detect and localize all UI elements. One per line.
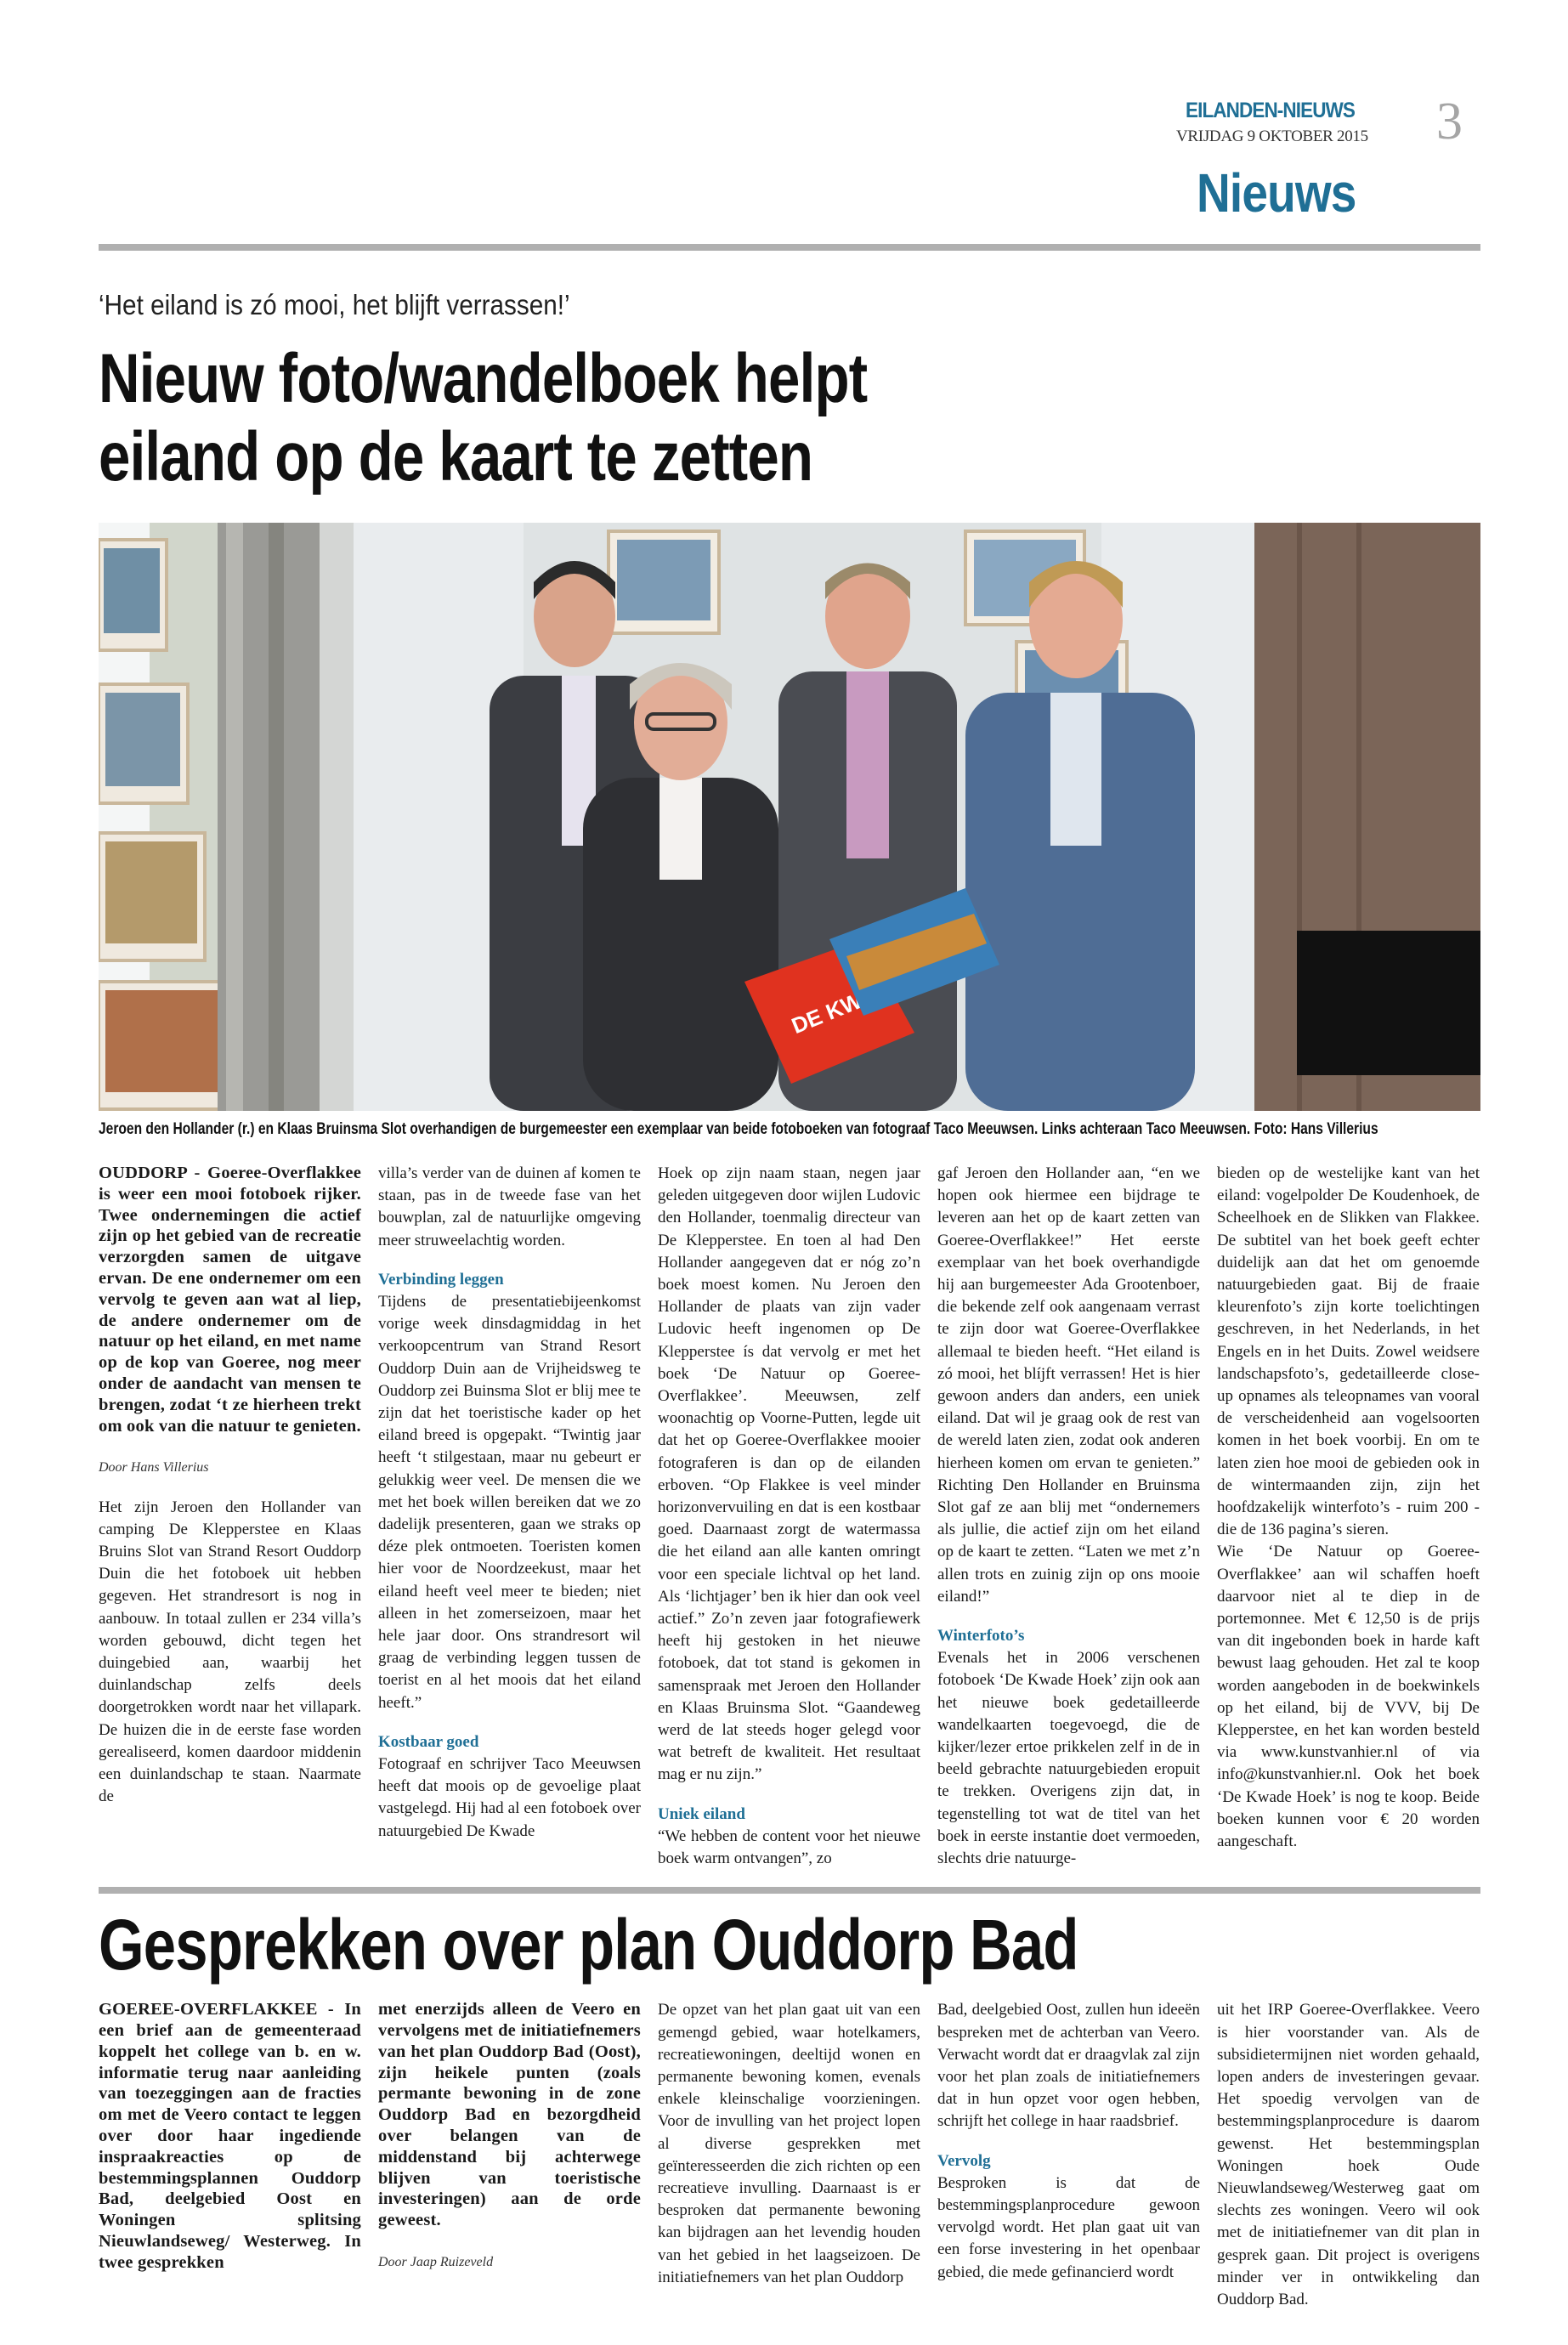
article-flow — [99, 1163, 1480, 2345]
article-paragraph: Bad, deelgebied Oost, zullen hun ideeën bespreken met de achterban van Veero. Verwacht wordt dat er draagvlak zal zijn voor het plan zoals de initiatiefnemers dat in hun opzet voor ogen hebben, schrijft het college in haar raadsbrief. — [937, 2001, 1200, 2131]
section-divider — [99, 244, 1480, 251]
article-paragraph: villa’s verder van de duinen af komen te staan, pas in de tweede fase van het bouwplan, zal de natuurlijke omgeving meer struweelachtig worden. — [378, 1164, 641, 1249]
subheading: Winterfoto’s — [937, 1627, 1025, 1645]
article-byline: Door Jaap Ruizeveld — [378, 2255, 494, 2270]
article-byline: Door Hans Villerius — [99, 1460, 209, 1476]
article-lead: GOEREE-OVERFLAKKEE - In een brief aan de gemeenteraad koppelt het college van b. en w. informatie terug naar aanleiding van toezeggingen aan de fracties om met de Veero contact te leggen over door haar ingediende inspraakreacties op de bestemmingsplannen Ouddorp Bad, deelgebied Oost en Woningen splitsing Nieuwlandseweg/ Westerweg. In twee gesprekken — [99, 2000, 361, 2272]
article-column — [99, 1163, 361, 1808]
article-column — [937, 1999, 1200, 2283]
article-lead: met enerzijds alleen de Veero en vervolgens met de initiatiefnemers van het plan Ouddorp Bad (Oost), zijn heikele punten (zoals permante bewoning in de zone Ouddorp Bad en bezorgdheid over belangen van de middenstand bij achterwege blijven van toeristische investeringen) aan de orde geweest. — [378, 2000, 641, 2230]
article-column — [658, 1999, 920, 2289]
page-number: 3 — [1436, 93, 1463, 150]
headline-line: Nieuw foto/wandelboek helpt — [99, 340, 868, 417]
book-title: DE — [788, 1003, 826, 1039]
article-column — [937, 1163, 1200, 1870]
article2-columns — [99, 1999, 1480, 2311]
section-title: Nieuws — [1197, 162, 1356, 224]
article-column — [1217, 1999, 1480, 2311]
article-photo — [99, 523, 1480, 1111]
article-paragraph: Wie ‘De Natuur op Goeree-Overflakkee’ aan wil schaffen hoeft daarvoor niet al te diep in de portemonnee. Met € 12,50 is de prijs van dit ingebonden boek in harde kaft bewust laag gehouden. Het zal te koop worden aangeboden in de boekwinkels op het eiland, bij de VVV, bij De Klepperstee, en het kan worden besteld via www.kunstvanhier.nl of via info@kunstvanhier.nl. Ook het boek ‘De Kwade Hoek’ is nog te koop. Beide boeken kunnen voor € 20 worden aangeschaft. — [1217, 1543, 1480, 1851]
article-paragraph: Besproken is dat de bestemmingsplanprocedure gewoon vervolgd wordt. Het plan gaat uit van een forse investering in het openbaar gebied, die mede gefinancierd wordt — [937, 2173, 1200, 2281]
article-paragraph: De opzet van het plan gaat uit van een gemengd gebied, waar hotelkamers, recreatiewoningen, deeltijd wonen en permanente bewoning komen, evenals enkele kleinschalige voorzieningen. Voor de invulling van het project lopen al diverse gesprekken met geïnteresseerden die zich richten op een recreatieve invulling. Daarnaast is er besproken dat permanente bewoning kan bijdragen aan het levendig houden van het gebied in het laagseizoen. De initiatiefnemers van het plan Ouddorp — [658, 2001, 920, 2286]
article-column — [1217, 1163, 1480, 1853]
subheading: Verbinding leggen — [378, 1270, 504, 1289]
article1-columns — [99, 1163, 1480, 1870]
article-paragraph: Tijdens de presentatiebijeenkomst vorige week dinsdagmiddag in het verkoopcentrum van Strand Resort Ouddorp Duin aan de Vrijheidsweg te Ouddorp zei Buinsma Slot er blij mee te zijn dat het toeristische kader op het eiland breed is opgepakt. “Twintig jaar heeft ‘t stilgestaan, maar nu gebeurt er gelukkig weer veel. De mensen die we met het boek willen bereiken dat we zo dadelijk presenteren, gaan we straks op déze plek ontmoeten. Toeristen komen hier voor de Noordzeekust, maar het eiland heeft veel meer te bieden; niet alleen in het zomerseizoen, maar het hele jaar door. Ons strandresort wil graag de verbinding leggen tussen de toerist en al het moois dat het eiland heeft.” — [378, 1293, 641, 1712]
article-headline — [99, 340, 867, 496]
subheading: Vervolg — [937, 2151, 991, 2170]
photo-caption: Jeroen den Hollander (r.) en Klaas Bruinsma Slot overhandigen de burgemeester een exemplaar van beide fotoboeken van fotograaf Taco Meeuwsen. Links achteraan Taco Meeuwsen. Foto: Hans Villerius — [99, 1120, 1378, 1138]
issue-date: VRIJDAG 9 OKTOBER 2015 — [1176, 127, 1368, 145]
article-paragraph: uit het IRP Goeree-Overflakkee. Veero is hier voorstander van. Als de subsidietermijnen niet worden gehaald, lopen anders de investeringen gevaar. Het spoedig vervolgen van de bestemmingsplanprocedure is daarom gewenst. Het bestemmingsplan Woningen hoek Oude Nieuwlandseweg/Westerweg gaat om slechts zes woningen. Veero wil ook met de initiatiefnemer van dit plan in gesprek gaan. Dit project is overigens minder ver in ontwikkeling dan Ouddorp Bad. — [1217, 2001, 1480, 2308]
article-kicker: ‘Het eiland is zó mooi, het blijft verrassen!’ — [99, 289, 570, 320]
article-paragraph: Evenals het in 2006 verschenen fotoboek ‘De Kwade Hoek’ zijn ook aan het nieuwe boek gedetailleerde wandelkaarten toegevoegd, die de kijker/lezer ertoe prikkelen zelf in de in beeld gebrachte natuurgebieden eropuit te trekken. Overigens zijn dat, in tegenstelling tot wat de titel van het boek in eerste instantie doet vermoeden, slechts drie natuurge- — [937, 1649, 1200, 1868]
headline-line: eiland op de kaart te zetten — [99, 418, 813, 496]
article-divider — [99, 1887, 1480, 1894]
article-paragraph: “We hebben de content voor het nieuwe boek warm ontvangen”, zo — [658, 1827, 920, 1868]
article-column — [378, 1999, 641, 2291]
subheading: Uniek eiland — [658, 1804, 745, 1823]
newspaper-logo: EILANDEN-NIEUWS — [1186, 99, 1355, 122]
article-paragraph: Het zijn Jeroen den Hollander van camping De Klepperstee en Klaas Bruins Slot van Strand Resort Ouddorp Duin die het fotoboek uit hebben gegeven. Het strandresort is nog in aanbouw. In totaal zullen er 234 villa’s worden gebouwd, dicht tegen het duingebied aan, waarbij het duinlandschap zelfs deels doorgetrokken wordt naar het villapark. De huizen die in de eerste fase worden gerealiseerd, komen daardoor middenin een duinlandschap te staan. Naarmate de — [99, 1498, 361, 1806]
article-column — [658, 1163, 920, 1870]
article-paragraph: gaf Jeroen den Hollander aan, “en we hopen ook hiermee een bijdrage te leveren aan het op de kaart zetten van Goeree-Overflakkee!” Het eerste exemplaar van het boek overhandigde hij aan burgemeester Ada Grootenboer, die bekende zelf ook aangenaam verrast te zijn door wat Goeree-Overflakkee allemaal te bieden heeft. “Het eiland is zó mooi, het blíjft verrassen! Het is hier gewoon anders dan anders, een uniek eiland. Dat wil je graag ook de rest van de wereld laten zien, zodat ook anderen hierheen komen om ervan te genieten.” Richting Den Hollander en Bruinsma Slot gaf ze aan blij met “ondernemers als jullie, die actief zijn om het eiland op de kaart te zetten. “Laten we met z’n allen trots en zuinig zijn op ons mooie eiland!” — [937, 1164, 1200, 1606]
article-column — [99, 1999, 361, 2273]
article-paragraph: Fotograaf en schrijver Taco Meeuwsen heeft dat moois op de gevoelige plaat vastgelegd. Hij had al een fotoboek over natuurgebied De Kwade — [378, 1755, 641, 1840]
article-lead: OUDDORP - Goeree-Overflakkee is weer een mooi fotoboek rijker. Twee ondernemingen die actief zijn op het gebied van de recreatie verzorgden samen de uitgave ervan. De ene ondernemer om een vervolg te geven aan wat al liep, de andere ondernemer om de natuur op het eiland, en met name op de kop van Goeree, nog meer onder de aandacht van mensen te brengen, zodat ‘t ze hierheen trekt om ook van die natuur te genieten. — [99, 1164, 361, 1436]
article-paragraph: bieden op de westelijke kant van het eiland: vogelpolder De Koudenhoek, de Scheelhoek en de Slikken van Flakkee. De subtitel van het boek geeft echter duidelijk aan dat het om genoemde natuurgebieden gaat. Bij de fraaie kleurenfoto’s zijn korte toelichtingen geschreven, in het Nederlands, in het Engels en in het Duits. Zowel weidsere landschapsfoto’s, gedetailleerde close-up opnames als teleopnames van vooral de verscheidenheid aan vogelsoorten komen in het boek voorbij. En om te laten zien hoe mooi de gebieden ook in de wintermaanden zijn, zijn het hoofdzakelijk winterfoto’s - ruim 200 - die de 136 pagina’s sieren. — [1217, 1164, 1480, 1539]
subheading: Kostbaar goed — [378, 1732, 479, 1751]
article-column — [378, 1163, 641, 1843]
article-paragraph: Hoek op zijn naam staan, negen jaar geleden uitgegeven door wijlen Ludovic den Hollander, toenmalig directeur van De Klepperstee. En toen al had Den Hollander aangegeven dat er nóg zo’n boek moest komen. Nu Jeroen den Hollander de plaats van zijn vader Ludovic heeft ingenomen op De Klepperstee ís dat vervolg er met het boek ‘De Natuur op Goeree-Overflakkee’. Meeuwsen, zelf woonachtig op Voorne-Putten, legde uit dat het op Goeree-Overflakkee mooier fotograferen is dan op de eilanden erboven. “Op Flakkee is veel minder horizonvervuiling en dat is een kostbaar goed. Daarnaast zorgt de watermassa die het eiland aan alle kanten omringt voor een speciale lichtval op het land. Als ‘lichtjager’ ben ik hier dan ook veel actief.” Zo’n zeven jaar fotografiewerk heeft hij gestoken in het nieuwe fotoboek, dat tot stand is gekomen in samenspraak met Jeroen den Hollander en Klaas Bruinsma Slot. “Gaandeweg werd de lat steeds hoger gelegd voor wat betreft de kwaliteit. Het resultaat mag er nu zijn.” — [658, 1164, 920, 1784]
article-headline: Gesprekken over plan Ouddorp Bad — [99, 1905, 1078, 1985]
